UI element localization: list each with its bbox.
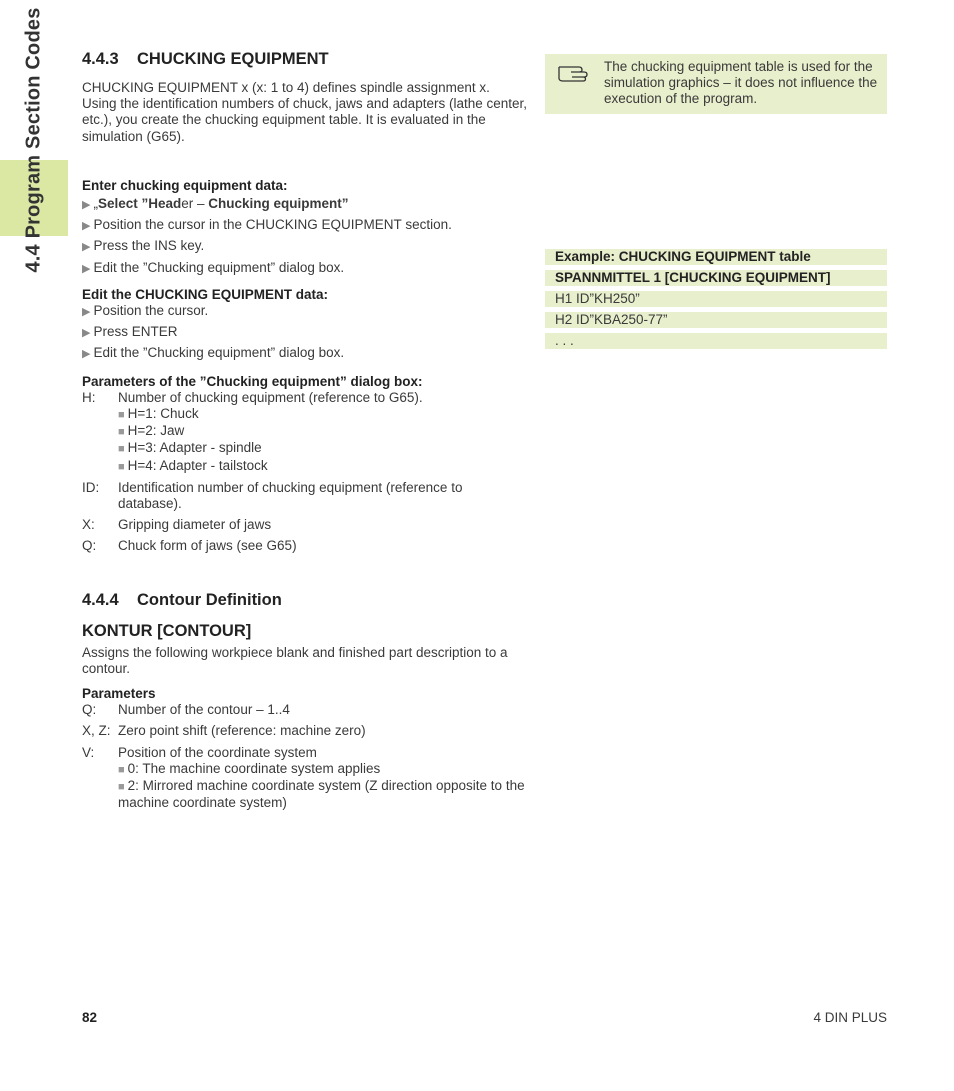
pointing-hand-icon	[557, 61, 593, 83]
param-v: V: Position of the coordinate system ■ 0: The machine coordinate system applies ■ 2: Mirrored machine coordinate system (Z direction opposite to the machine coordinate system)	[82, 745, 527, 812]
arrow-icon: ▶	[82, 199, 91, 212]
enter-heading: Enter chucking equipment data:	[82, 177, 288, 193]
square-bullet-icon: ■	[118, 426, 125, 439]
params-heading: Parameters of the ”Chucking equipment” dialog box:	[82, 373, 423, 389]
side-tab	[0, 7, 68, 273]
arrow-icon: ▶	[82, 220, 91, 233]
example-row: H2 ID”KBA250-77”	[545, 312, 887, 328]
note-text: The chucking equipment table is used for the simulation graphics – it does not influence the execution of the program.	[604, 59, 878, 107]
left-column	[82, 50, 527, 812]
example-row: SPANNMITTEL 1 [CHUCKING EQUIPMENT]	[545, 270, 887, 286]
parameters-heading: Parameters	[82, 686, 156, 702]
square-bullet-icon: ■	[118, 460, 125, 473]
arrow-icon: ▶	[82, 262, 91, 275]
param-h: H: Number of chucking equipment (reference to G65). ■ H=1: Chuck ■ H=2: Jaw ■ H=3: Adapter - spindle ■ H=4: Adapter - tailstock	[82, 390, 527, 475]
option-item: ■ 2: Mirrored machine coordinate system (Z direction opposite to the machine coordinate system)	[118, 778, 525, 811]
enter-step-4: ▶ Edit the ”Chucking equipment” dialog box.	[82, 259, 345, 275]
option-item: ■ H=3: Adapter - spindle	[118, 440, 262, 456]
section-444-subtitle: KONTUR [CONTOUR]	[82, 621, 252, 640]
arrow-icon: ▶	[82, 241, 91, 254]
arrow-icon: ▶	[82, 348, 91, 361]
page-number: 82	[82, 1010, 98, 1025]
edit-step-2: ▶ Press ENTER	[82, 324, 178, 340]
arrow-icon: ▶	[82, 327, 91, 340]
square-bullet-icon: ■	[118, 409, 125, 422]
enter-step-2: ▶ Position the cursor in the CHUCKING EQUIPMENT section.	[82, 217, 452, 233]
example-row: H1 ID”KH250”	[545, 291, 887, 307]
side-tab-label: 4.4 Program Section Codes	[22, 7, 45, 273]
chapter-label: 4 DIN PLUS	[813, 1010, 887, 1025]
section-443-intro: CHUCKING EQUIPMENT x (x: 1 to 4) defines spindle assignment x. Using the identification numbers of chuck, jaws and adapters (lathe center, etc.), you create the chucking equipment table. It is evaluated in the simulation (G65).	[82, 80, 527, 144]
edit-step-1: ▶ Position the cursor.	[82, 303, 209, 319]
enter-step-1: ▶ „Select ”Header – Chucking equipment”	[82, 196, 349, 212]
section-444-heading: 4.4.4 Contour Definition	[82, 590, 282, 609]
square-bullet-icon: ■	[118, 763, 125, 776]
edit-heading: Edit the CHUCKING EQUIPMENT data:	[82, 286, 329, 302]
param-id: ID: Identification number of chucking equipment (reference to database).	[82, 479, 463, 512]
option-item: ■ H=4: Adapter - tailstock	[118, 457, 268, 473]
example-title: Example: CHUCKING EQUIPMENT table	[545, 249, 887, 265]
square-bullet-icon: ■	[118, 443, 125, 456]
note-box	[545, 54, 887, 114]
section-443-heading: 4.4.3 CHUCKING EQUIPMENT	[82, 50, 329, 68]
option-item: ■ H=1: Chuck	[118, 406, 199, 422]
param-xz: X, Z: Zero point shift (reference: machine zero)	[82, 723, 366, 739]
example-row: . . .	[545, 333, 887, 349]
arrow-icon: ▶	[82, 306, 91, 319]
param-x: X: Gripping diameter of jaws	[82, 517, 272, 533]
section-444-intro: Assigns the following workpiece blank and finished part description to a contour.	[82, 644, 508, 676]
option-item: ■ 0: The machine coordinate system applies	[118, 760, 381, 776]
example-table	[545, 249, 887, 354]
square-bullet-icon: ■	[118, 781, 125, 794]
enter-step-3: ▶ Press the INS key.	[82, 238, 205, 254]
option-item: ■ H=2: Jaw	[118, 423, 185, 439]
edit-step-3: ▶ Edit the ”Chucking equipment” dialog box.	[82, 345, 345, 361]
param-q: Q: Chuck form of jaws (see G65)	[82, 538, 297, 554]
param-q-contour: Q: Number of the contour – 1..4	[82, 702, 290, 718]
